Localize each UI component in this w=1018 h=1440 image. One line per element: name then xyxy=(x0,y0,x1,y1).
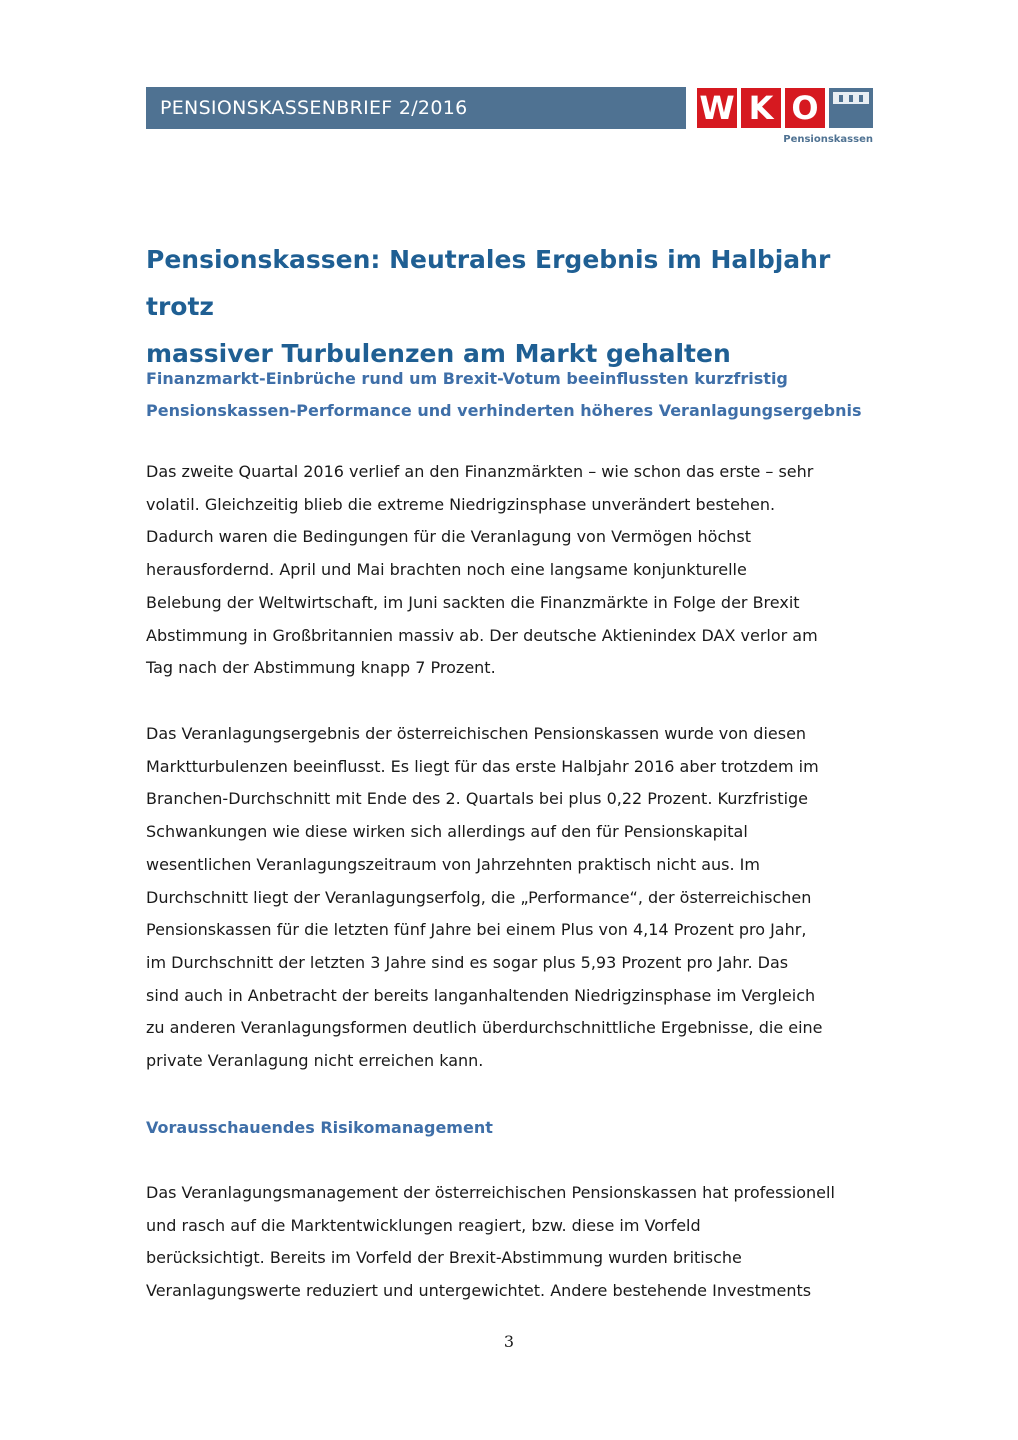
title-line: Pensionskassen: Neutrales Ergebnis im Halbjahr trotz xyxy=(146,245,831,321)
text-line: Veranlagungswerte reduziert und untergewichtet. Andere bestehende Investments xyxy=(146,1281,812,1301)
logo-letter-w: W xyxy=(697,88,737,128)
paragraph-1 xyxy=(146,456,886,685)
text-line: berücksichtigt. Bereits im Vorfeld der Brexit-Abstimmung wurden britische xyxy=(146,1248,742,1268)
text-line: Dadurch waren die Bedingungen für die Veranlagung von Vermögen höchst xyxy=(146,527,751,547)
text-line: zu anderen Veranlagungsformen deutlich überdurchschnittliche Ergebnisse, die eine xyxy=(146,1018,823,1038)
text-line: Das Veranlagungsmanagement der österreichischen Pensionskassen hat professionell xyxy=(146,1183,835,1202)
text-line: volatil. Gleichzeitig blieb die extreme Niedrigzinsphase unverändert bestehen. xyxy=(146,494,776,514)
logo-subtitle: Pensionskassen xyxy=(783,134,873,145)
section-heading: Vorausschauendes Risikomanagement xyxy=(146,1118,493,1137)
title-line: massiver Turbulenzen am Markt gehalten xyxy=(146,339,731,368)
header-bar xyxy=(146,87,686,129)
header-title: PENSIONSKASSENBRIEF 2/2016 xyxy=(160,97,468,119)
text-line: Belebung der Weltwirtschaft, im Juni sackten die Finanzmärkte in Folge der Brexit xyxy=(146,592,800,612)
text-line: im Durchschnitt der letzten 3 Jahre sind es sogar plus 5,93 Prozent pro Jahr. Das xyxy=(146,952,789,972)
text-line: Durchschnitt liegt der Veranlagungserfolg, die „Performance“, der österreichischen xyxy=(146,887,812,907)
text-line: Das zweite Quartal 2016 verlief an den Finanzmärkten – wie schon das erste – sehr xyxy=(146,462,814,481)
text-line: Pensionskassen für die letzten fünf Jahre bei einem Plus von 4,14 Prozent pro Jahr, xyxy=(146,920,807,940)
text-line: Tag nach der Abstimmung knapp 7 Prozent. xyxy=(146,658,496,678)
wko-logo xyxy=(697,88,877,148)
text-line: Das Veranlagungsergebnis der österreichischen Pensionskassen wurde von diesen xyxy=(146,724,807,743)
text-line: Marktturbulenzen beeinflusst. Es liegt für das erste Halbjahr 2016 aber trotzdem im xyxy=(146,756,819,776)
text-line: private Veranlagung nicht erreichen kann. xyxy=(146,1051,484,1071)
logo-letter-k: K xyxy=(741,88,781,128)
page-number: 3 xyxy=(503,1332,515,1351)
text-line: Schwankungen wie diese wirken sich allerdings auf den für Pensionskapital xyxy=(146,822,748,842)
article-subtitle xyxy=(146,363,886,427)
paragraph-2 xyxy=(146,718,886,1078)
article-title xyxy=(146,236,886,377)
text-line: und rasch auf die Marktentwicklungen reagiert, bzw. diese im Vorfeld xyxy=(146,1215,701,1235)
logo-emblem-icon xyxy=(829,88,873,128)
subtitle-line: Pensionskassen-Performance und verhinderten höheres Veranlagungsergebnis xyxy=(146,401,862,420)
paragraph-3 xyxy=(146,1177,886,1308)
text-line: herausfordernd. April und Mai brachten noch eine langsame konjunkturelle xyxy=(146,560,747,580)
subtitle-line: Finanzmarkt-Einbrüche rund um Brexit-Votum beeinflussten kurzfristig xyxy=(146,369,788,388)
text-line: sind auch in Anbetracht der bereits langanhaltenden Niedrigzinsphase im Vergleich xyxy=(146,985,816,1005)
text-line: Abstimmung in Großbritannien massiv ab. Der deutsche Aktienindex DAX verlor am xyxy=(146,625,818,645)
text-line: Branchen-Durchschnitt mit Ende des 2. Quartals bei plus 0,22 Prozent. Kurzfristige xyxy=(146,789,809,809)
logo-letter-o: O xyxy=(785,88,825,128)
text-line: wesentlichen Veranlagungszeitraum von Jahrzehnten praktisch nicht aus. Im xyxy=(146,854,760,874)
